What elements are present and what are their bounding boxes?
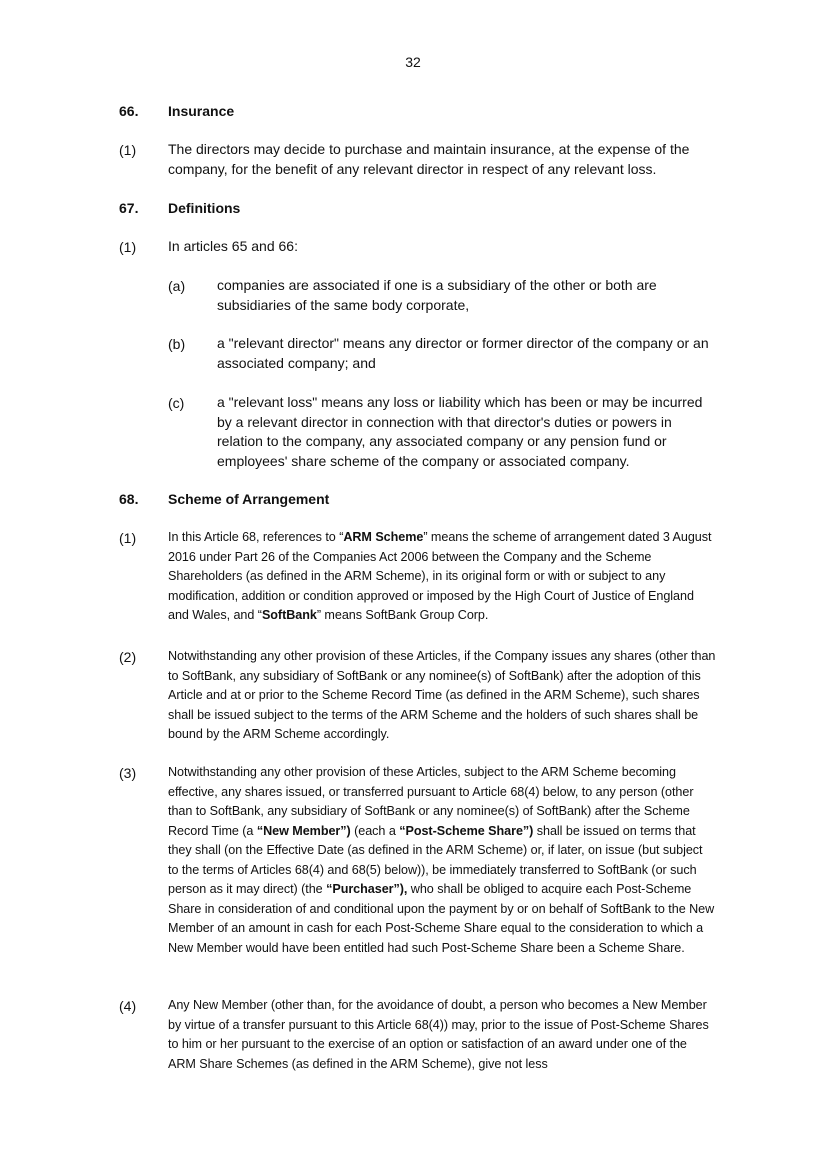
section-68-number: 68.: [119, 491, 139, 507]
section-67-para-1-number: (1): [119, 239, 137, 255]
softbank-term: SoftBank: [261, 608, 317, 622]
section-68-para-2-text: Notwithstanding any other provision of these Articles, if the Company issues any shares (other than to SoftBank, any subsidiary of SoftBank or any nominee(s) of SoftBank) after the adoption of this Article and at or prior to the Scheme Record Time (as defined in the ARM Scheme), such shares shall be issued subject to the terms of the ARM Scheme and the holders of such shares shall be bound by the ARM Scheme accordingly.: [168, 649, 716, 741]
new-member-term: “New Member”): [256, 823, 351, 838]
post-scheme-share-term: “Post-Scheme Share”): [399, 823, 534, 838]
section-67-title: Definitions: [168, 200, 241, 216]
section-67-sub-a-label: (a): [168, 278, 186, 294]
section-68-para-1-number: (1): [119, 530, 137, 546]
section-66-title: Insurance: [168, 103, 235, 119]
section-67-para-1-text: In articles 65 and 66:: [168, 238, 298, 254]
section-68-para-4-text: Any New Member (other than, for the avoidance of doubt, a person who becomes a New Member by virtue of a transfer pursuant to this Article 68(4)) may, prior to the issue of Post-Scheme Shares to him or her pursuant to the exercise of an option or satisfaction of an award under one of the ARM Share Schemes (as defined in the ARM Scheme), give not less: [168, 998, 709, 1071]
section-67-sub-b-text: a "relevant director" means any director or former director of the company or an associated company; and: [217, 335, 709, 371]
section-68-para-4-number: (4): [119, 998, 137, 1014]
section-67-sub-a-text: companies are associated if one is a subsidiary of the other or both are subsidiaries of the same body corporate,: [217, 277, 657, 313]
section-68-para-2-number: (2): [119, 649, 137, 665]
section-67-sub-b-label: (b): [168, 336, 186, 352]
section-66-number: 66.: [119, 103, 139, 119]
section-67-sub-c-text: a "relevant loss" means any loss or liability which has been or may be incurred by a relevant director in connection with that director's duties or powers in relation to the company, any associated company or any pension fund or employees' share scheme of the company or associated company.: [217, 394, 703, 469]
section-68-para-3-number: (3): [119, 765, 137, 781]
purchaser-term: “Purchaser”),: [326, 882, 408, 896]
section-68-para-1-text: In this Article 68, references to “ARM Scheme” means the scheme of arrangement dated 3 August 2016 under Part 26 of the Companies Act 2006 between the Company and the Scheme Shareholders (as defined in the ARM Scheme), in its original form or with or subject to any modification, addition or condition approved or imposed by the High Court of Justice of England and Wales, and “SoftBank” means SoftBank Group Corp.: [168, 530, 712, 622]
section-68-title: Scheme of Arrangement: [168, 491, 330, 507]
section-67-sub-c-label: (c): [168, 395, 185, 411]
section-66-para-1-text: The directors may decide to purchase and maintain insurance, at the expense of the company, for the benefit of any relevant director in respect of any relevant loss.: [168, 141, 690, 177]
section-68-para-3-text: Notwithstanding any other provision of these Articles, subject to the ARM Scheme becoming effective, any shares issued, or transferred pursuant to Article 68(4) below, to any person (other than to SoftBank, any subsidiary of SoftBank or any nominee(s) of SoftBank) after the Scheme Record Time (a “New Member”) (each a “Post-Scheme Share”) shall be issued on terms that they shall (on the Effective Date (as defined in the ARM Scheme) or, if later, on issue (but subject to the terms of Articles 68(4) and 68(5) below)), be immediately transferred to SoftBank (or such person as it may direct) (the “Purchaser”), who shall be obliged to acquire each Post-Scheme Share in consideration of and conditional upon the payment by or on behalf of SoftBank to the New Member of an amount in cash for each Post-Scheme Share equal to the consideration to which a New Member would have been entitled had such Post-Scheme Share been a Scheme Share.: [168, 765, 715, 955]
section-67-number: 67.: [119, 200, 139, 216]
section-66-para-1-number: (1): [119, 142, 137, 158]
arm-scheme-term: ARM Scheme: [343, 530, 424, 544]
page-number: 32: [405, 54, 421, 70]
